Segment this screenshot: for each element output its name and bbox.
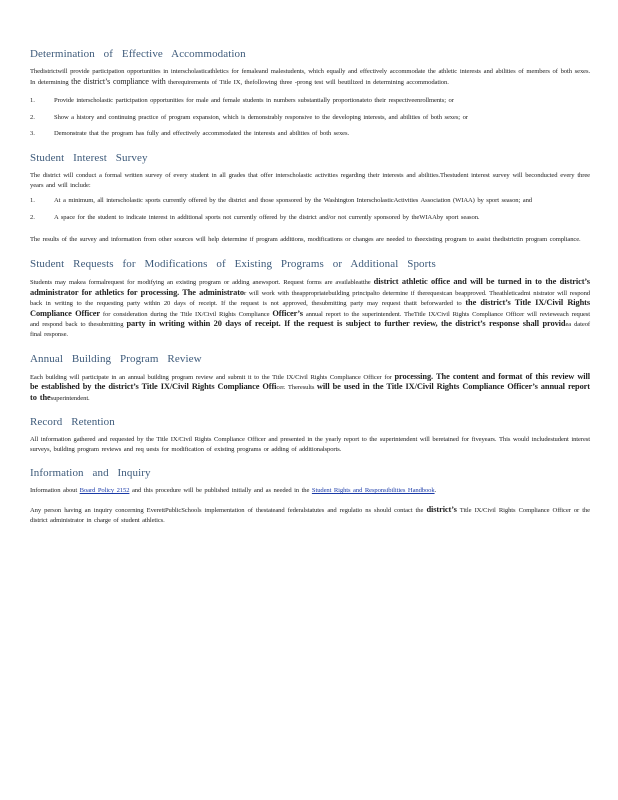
list-item: 1. At a minimum, all interscholastic sports currently offered by the district and those sponsored by the Washington InterscholasticActivities Association (WIAA) by sport season; and: [30, 197, 532, 205]
survey-outro: The results of the survey and information from other sources will help determine if program additions, modifications or changes are needed to theexisting program to assist thedistrictin program compliance.: [30, 236, 581, 244]
list-item: 2. A space for the student to indicate interest in additional sports not currently offered by the district and/or not currently sponsored by theWIAAby sport season.: [30, 213, 480, 221]
document-page: [30, 48, 590, 525]
list-item: 2. Show a history and continuing practice of program expansion, which is demonstrably responsive to the developing interests, and abilities of both sexes; or: [30, 113, 468, 121]
information-paragraph: Information about Board Policy 2152 and this procedure will be published initially and as needed in the Student Rights and Responsibilities Handbook.: [30, 487, 437, 495]
list-item: 1. Provide interscholastic participation opportunities for male and female students in numbers substantially proportionateto their respectiveenrollments; or: [30, 97, 454, 105]
heading-determination: Determination of Effective Accommodation: [30, 48, 246, 60]
list-item: 3. Demonstrate that the program has fully and effectively accommodated the interests and abilities of both sexes.: [30, 130, 350, 138]
heading-information: Information and Inquiry: [30, 467, 151, 480]
heading-retention: Record Retention: [30, 416, 115, 429]
review-paragraph: Each building will participate in an annual building program review and submit it to the Title IX/Civil Rights Compliance Officer for processing. The content and format of this review will be established by the district’s Title IX/Civil Rights Compliance Officer. Theresults will be used in the Title IX/Civil Rights Compliance Officer’s annual report to thesuperintendent.: [30, 371, 590, 402]
heading-requests: Student Requests for Modifications of Existing Programs or Additional Sports: [30, 257, 436, 270]
retention-paragraph: All information gathered and requested by the Title IX/Civil Rights Compliance Officer and presented in the yearly report to the superintendent will beretained for fiveyears. This would includestudent interest surveys, building program reviews and req uests for modification of existing programs or adding of additionalsports.: [30, 436, 590, 453]
board-policy-link[interactable]: Board Policy 2152: [79, 487, 130, 495]
survey-intro: The district will conduct a formal written survey of every student in all grades that offer interscholastic activities regarding their interests and abilities.Thestudent interest survey will beconducted every three years and will include:: [30, 171, 590, 189]
heading-review: Annual Building Program Review: [30, 352, 202, 365]
determination-list: [30, 96, 590, 139]
determination-intro: Thedistrictwill provide participation opportunities in interscholasticathletics for femaleand malestudents, which equally and effectively accommodate the athletic interests and abilities of members of both sexes. In determining the district’s compliance with therequirements of Title IX, thefollowing three -prong test will beutilized in determining accommodation.: [30, 68, 590, 86]
student-handbook-link[interactable]: Student Rights and Responsibilities Handbook: [311, 487, 435, 495]
inquiry-paragraph: Any person having an inquiry concerning EverettPublicSchools implementation of thestateand federalstatutes and regulatio ns should contact the district’s Title IX/Civil Rights Compliance Officer or the district administrator in charge of student athletics.: [30, 505, 590, 524]
requests-paragraph: Students may makea formalrequest for modifying an existing program or adding anewsport. Request forms are availableatthe district athletic office and will be turned in to the district’s administrator for athletics for processing. The administrator will work with theappropriatebuilding principalto determine if therequestcan beapproved. Theathleticadmi nistrator will respond back in writing to the requesting party within 20 days of receipt. If the request is not approved, thesubmitting party may request thatit beforwarded to the district’s Title IX/Civil Rights Compliance Officer for consideration during the Title IX/Civil Rights Compliance Officer’s annual report to the superintendent. TheTitle IX/Civil Rights Compliance Officer will revieweach request and respond back to thesubmitting party in writing within 20 days of receipt. If the request is subject to further review, the district’s response shall providea dateof final response.: [30, 276, 590, 338]
survey-list: [30, 196, 590, 222]
heading-survey: Student Interest Survey: [30, 151, 148, 164]
